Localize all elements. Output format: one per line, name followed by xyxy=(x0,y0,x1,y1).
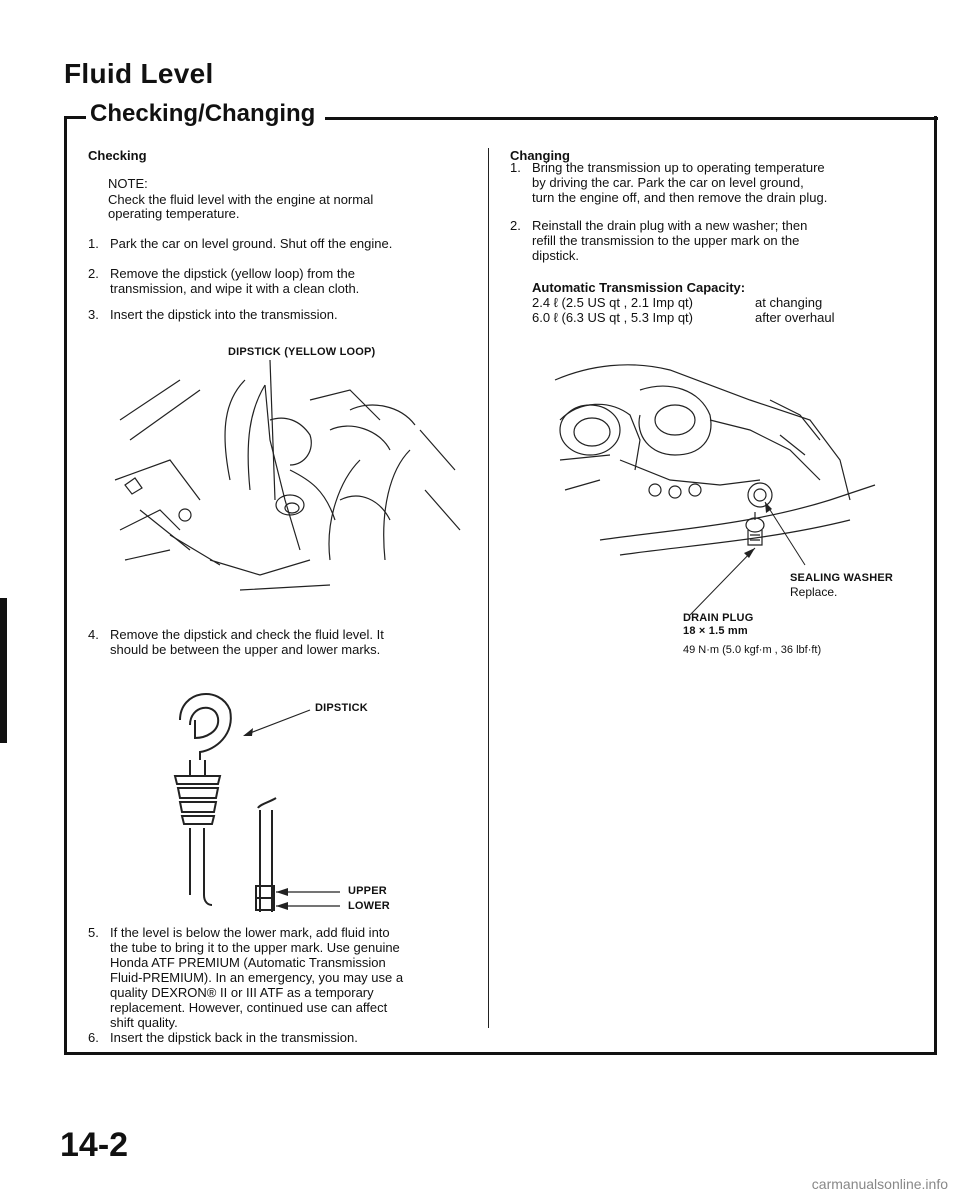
capacity-when-1: at changing xyxy=(755,295,823,310)
step-text-line-1: Reinstall the drain plug with a new washer; then xyxy=(532,218,808,233)
step-text-line-1: Bring the transmission up to operating temperature xyxy=(532,160,825,175)
step-number: 6. xyxy=(88,1030,99,1045)
step-text-line-1: If the level is below the lower mark, add fluid into xyxy=(110,925,390,940)
watermark: carmanualsonline.info xyxy=(811,1176,948,1192)
step-text-line-2: refill the transmission to the upper mark on the xyxy=(532,233,800,248)
step-number: 2. xyxy=(88,266,99,281)
capacity-amount-1: 2.4 ℓ (2.5 US qt , 2.1 Imp qt) xyxy=(532,295,693,310)
side-tab-marker xyxy=(0,598,7,743)
step-text-line-6: replacement. However, continued use can affect xyxy=(110,1000,388,1015)
step-text-line-2: by driving the car. Park the car on level ground, xyxy=(532,175,804,190)
changing-heading: Changing xyxy=(510,148,570,163)
step-number: 3. xyxy=(88,307,99,322)
capacity-amount-2: 6.0 ℓ (6.3 US qt , 5.3 Imp qt) xyxy=(532,310,693,325)
section-title: Checking/Changing xyxy=(90,100,325,128)
figure1-label: DIPSTICK (YELLOW LOOP) xyxy=(228,346,376,358)
frame-hook xyxy=(64,116,86,119)
step-number: 1. xyxy=(510,160,521,175)
step-text: Park the car on level ground. Shut off the engine. xyxy=(110,236,393,251)
step-text: Insert the dipstick into the transmission. xyxy=(110,307,338,322)
step-text-line-5: quality DEXRON® II or III ATF as a temporary xyxy=(110,985,374,1000)
column-divider xyxy=(488,148,489,1028)
page-title: Fluid Level xyxy=(64,58,214,89)
capacity-title: Automatic Transmission Capacity: xyxy=(532,280,746,295)
step-text: Insert the dipstick back in the transmission. xyxy=(110,1030,358,1045)
step-number: 1. xyxy=(88,236,99,251)
note-line-1: Check the fluid level with the engine at normal xyxy=(108,192,374,207)
drain-plug-size: 18 × 1.5 mm xyxy=(683,625,748,637)
note-label: NOTE: xyxy=(108,176,148,191)
step-text-line-2: transmission, and wipe it with a clean cloth. xyxy=(110,281,360,296)
step-text-line-1: Remove the dipstick and check the fluid level. It xyxy=(110,627,384,642)
section-rule xyxy=(300,117,938,120)
step-number: 4. xyxy=(88,627,99,642)
dipstick-label: DIPSTICK xyxy=(315,702,368,714)
step-text-line-3: turn the engine off, and then remove the drain plug. xyxy=(532,190,828,205)
check-step-2 xyxy=(88,266,478,298)
capacity-when-2: after overhaul xyxy=(755,310,835,325)
check-step-4 xyxy=(88,627,478,659)
step-number: 5. xyxy=(88,925,99,940)
upper-mark-label: UPPER xyxy=(348,885,387,897)
step-text-line-2: should be between the upper and lower marks. xyxy=(110,642,381,657)
step-text-line-3: dipstick. xyxy=(532,248,579,263)
step-text-line-1: Remove the dipstick (yellow loop) from the xyxy=(110,266,355,281)
step-text-line-3: Honda ATF PREMIUM (Automatic Transmission xyxy=(110,955,386,970)
check-step-6 xyxy=(88,1030,478,1046)
note-line-2: operating temperature. xyxy=(108,206,240,221)
change-step-1 xyxy=(510,160,930,208)
change-step-2 xyxy=(510,218,930,266)
check-step-1 xyxy=(88,236,478,252)
dipstick-engine-illustration xyxy=(110,360,470,600)
lower-mark-label: LOWER xyxy=(348,900,390,912)
step-text-line-2: the tube to bring it to the upper mark. Use genuine xyxy=(110,940,400,955)
step-text-line-4: Fluid-PREMIUM). In an emergency, you may use a xyxy=(110,970,404,985)
drain-plug-label: DRAIN PLUG xyxy=(683,612,754,624)
check-step-3 xyxy=(88,307,478,323)
checking-heading: Checking xyxy=(88,148,147,163)
sealing-washer-note: Replace. xyxy=(790,585,838,599)
step-text-line-7: shift quality. xyxy=(110,1015,178,1030)
check-step-5 xyxy=(88,925,478,1035)
sealing-washer-label: SEALING WASHER xyxy=(790,572,894,584)
drain-plug-torque: 49 N·m (5.0 kgf·m , 36 lbf·ft) xyxy=(683,644,822,656)
step-number: 2. xyxy=(510,218,521,233)
page-number: 14-2 xyxy=(60,1126,129,1164)
